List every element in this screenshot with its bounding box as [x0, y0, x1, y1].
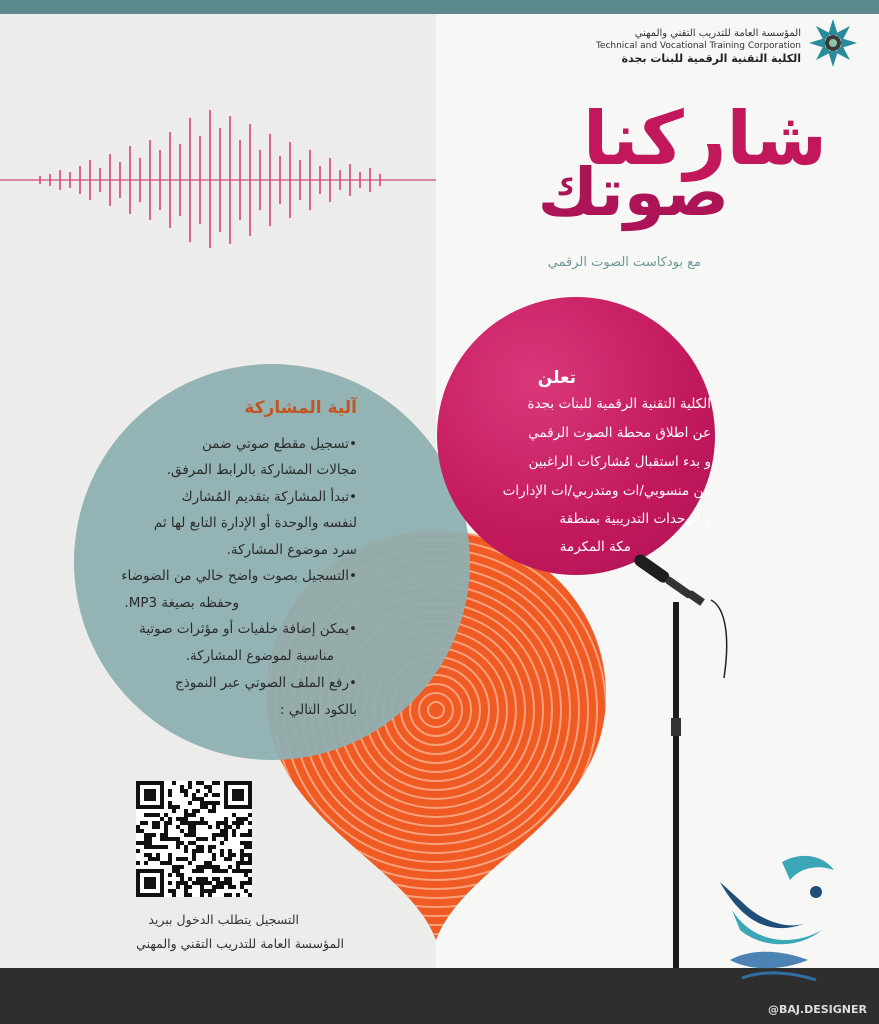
registration-note-line1: التسجيل يتطلب الدخول ببريد	[148, 912, 299, 927]
participation-line: •تبدأ المشاركة بتقديم المُشارك	[181, 489, 357, 505]
announcement-line: الكلية التقنية الرقمية للبنات بجدة	[527, 396, 711, 412]
bird-logo-watermark	[712, 852, 847, 1002]
top-strip	[0, 0, 879, 14]
participation-line: لنفسه والوحدة أو الإدارة التابع لها ثم	[153, 515, 357, 531]
participation-circle	[74, 364, 470, 760]
designer-handle: @BAJ.DESIGNER	[767, 1003, 867, 1016]
announcement-line: مكة المكرمة	[559, 539, 631, 555]
participation-title: آلية المشاركة	[244, 398, 357, 418]
announcement-line: من منسوبي/ات ومتدربي/ات الإدارات	[502, 483, 711, 499]
participation-line: بالكود التالي :	[280, 702, 357, 718]
announcement-line: و الوحدات التدريبية بمنطقة	[559, 511, 711, 527]
tvtc-star-logo-icon	[806, 16, 860, 70]
participation-line: •التسجيل بصوت واضح خالي من الضوضاء	[121, 568, 357, 584]
headline-line1: شاركنا	[582, 96, 827, 182]
participation-line: سرد موضوع المشاركة.	[226, 542, 357, 558]
participation-line: مناسبة لموضوع المشاركة.	[185, 648, 334, 664]
announcement-title: تعلن	[537, 368, 576, 388]
participation-line: •تسجيل مقطع صوتي ضمن	[202, 436, 357, 452]
headline-subtitle: مع بودكاست الصوت الرقمي	[547, 255, 701, 270]
college-name: الكلية التقنية الرقمية للبنات بجدة	[621, 52, 801, 65]
participation-line: مجالات المشاركة بالرابط المرفق.	[166, 462, 357, 478]
org-name-arabic: المؤسسة العامة للتدريب التقني والمهني	[634, 28, 801, 39]
participation-line: •رفع الملف الصوتي عبر النموذج	[175, 675, 357, 691]
sound-wave-icon	[0, 108, 436, 248]
announcement-line: عن اطلاق محطة الصوت الرقمي	[528, 425, 711, 441]
headline-line2: صوتك	[537, 154, 729, 231]
participation-line: •يمكن إضافة خلفيات أو مؤثرات صوتية	[139, 621, 357, 637]
participation-line: وحفظه بصيغة MP3.	[124, 595, 239, 611]
qr-code-icon[interactable]	[136, 781, 252, 897]
registration-note-line2: المؤسسة العامة للتدريب التقني والمهني	[136, 936, 344, 951]
announcement-line: و بدء استقبال مُشاركات الراغبين	[528, 454, 711, 470]
org-name-english: Technical and Vocational Training Corporation	[595, 41, 801, 51]
